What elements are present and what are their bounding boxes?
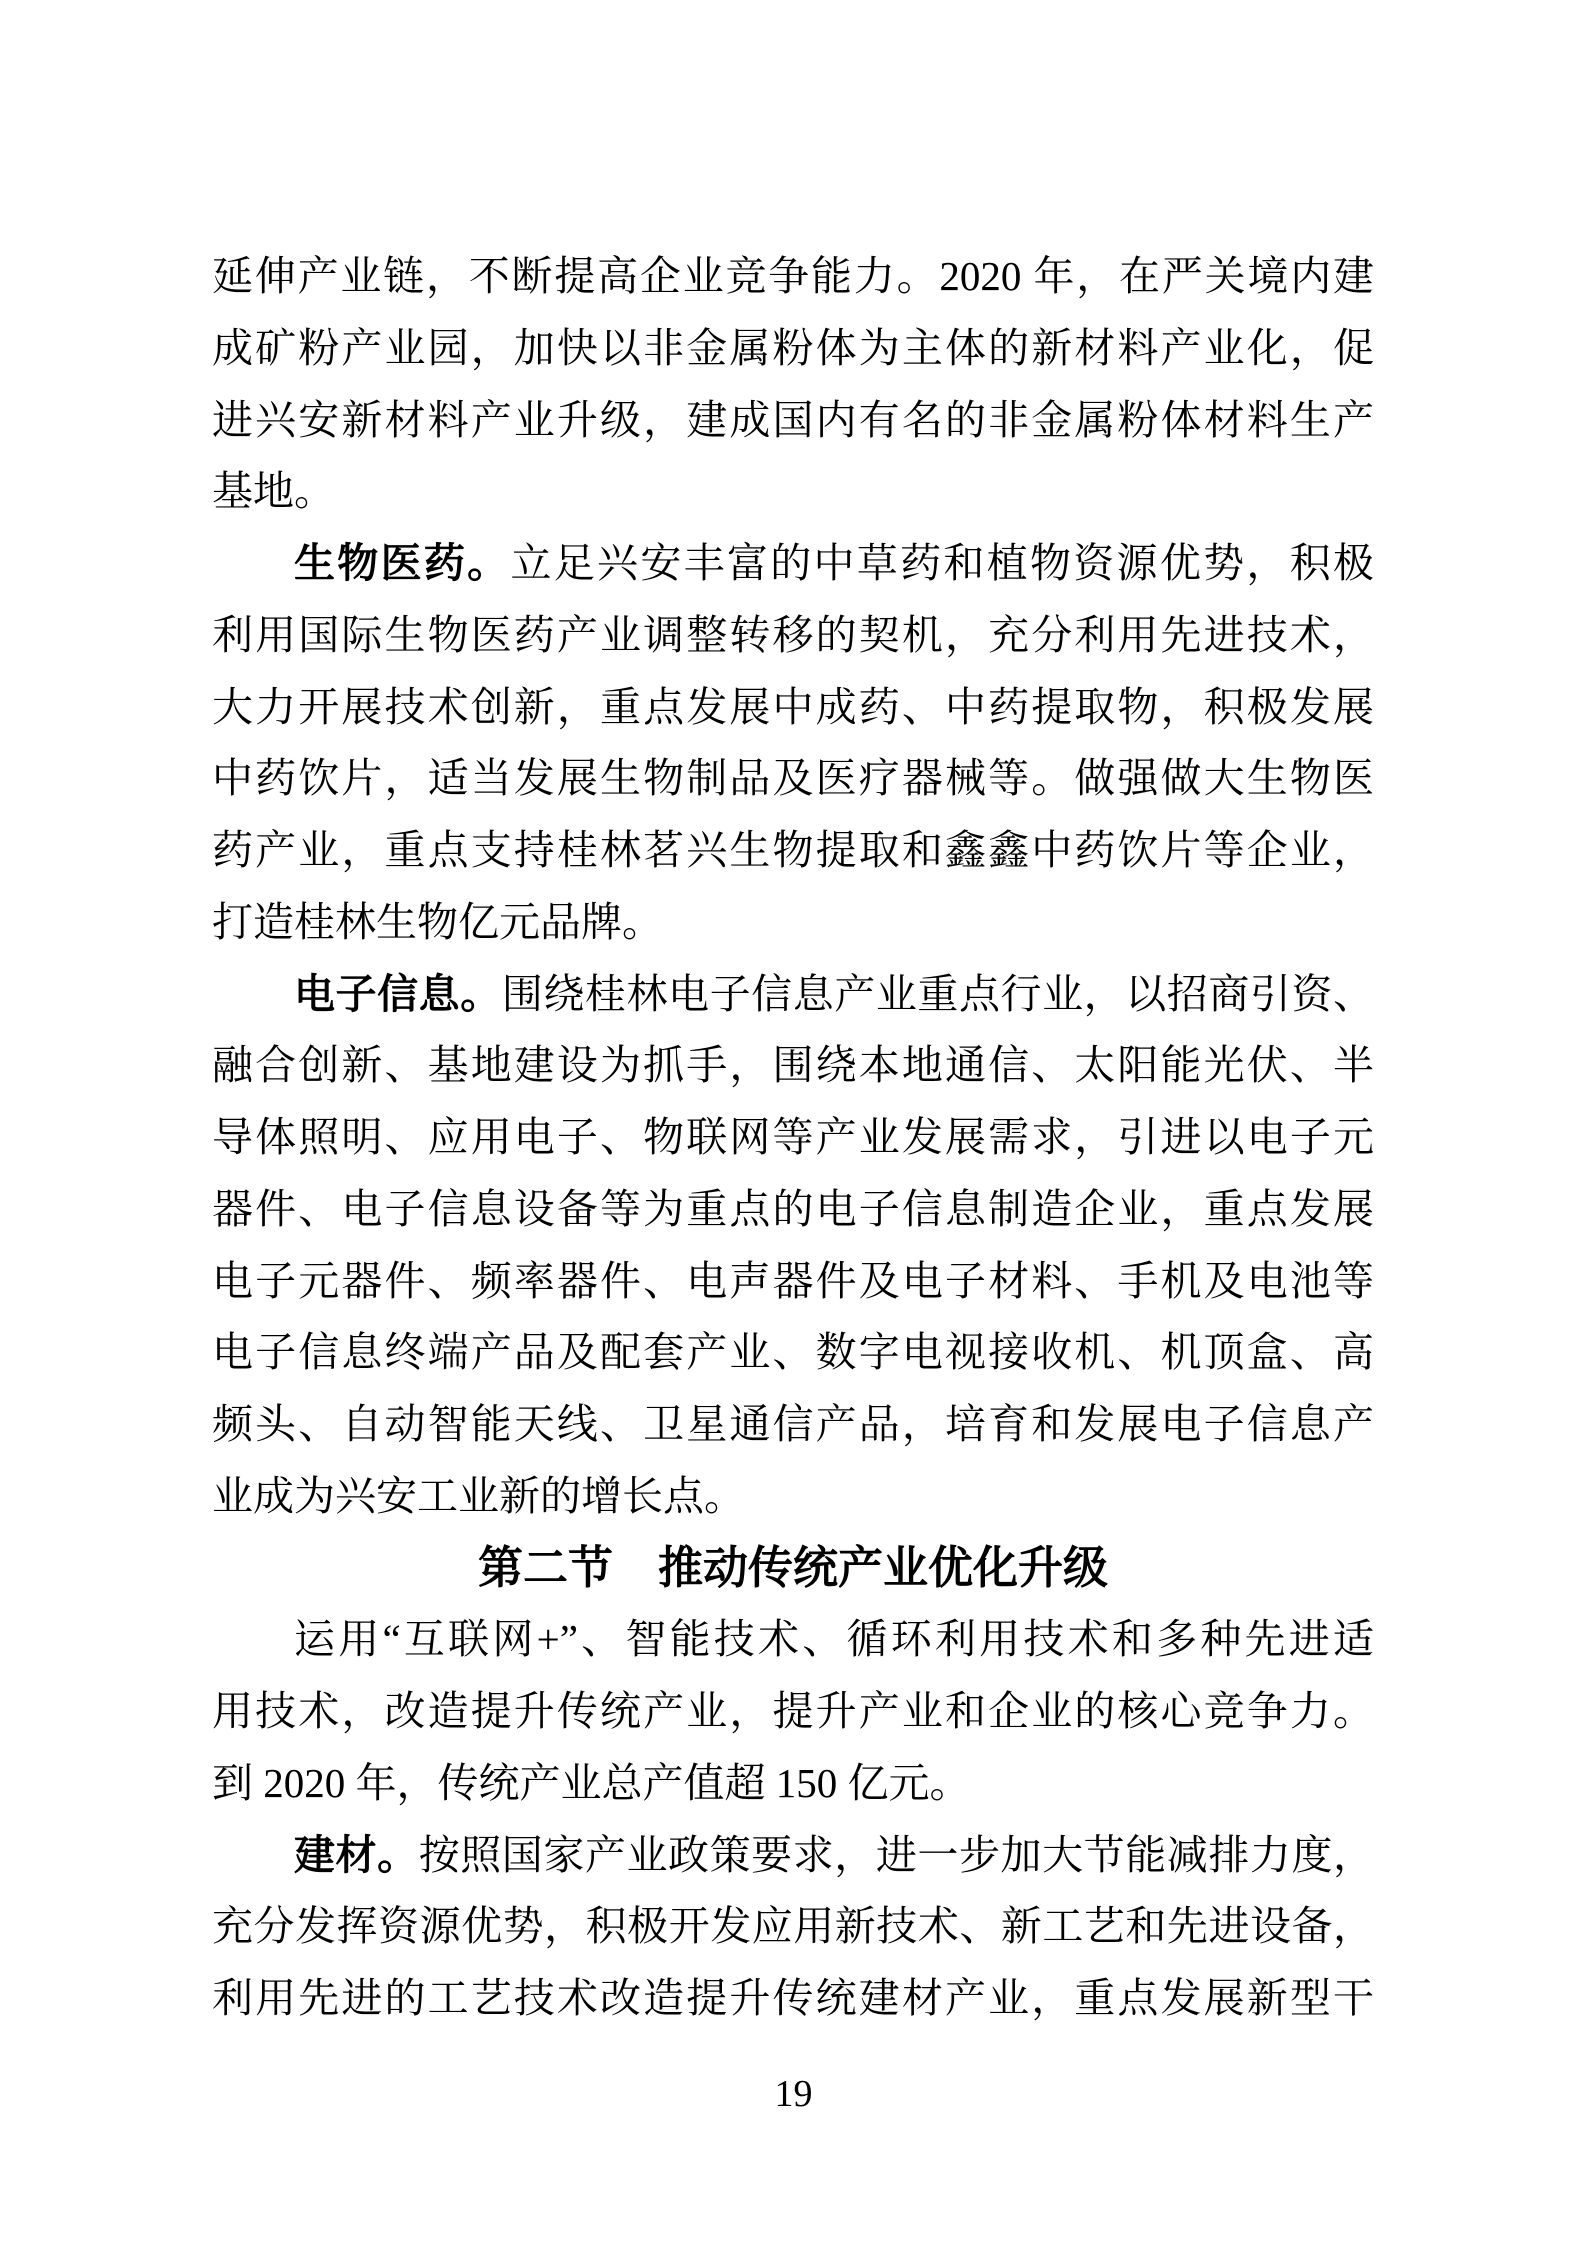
p3-line-2: 融合创新、基地建设为抓手，围绕本地通信、太阳能光伏、半 (212, 1042, 1374, 1089)
p3-line-7: 频头、自动智能天线、卫星通信产品，培育和发展电子信息产 (212, 1401, 1374, 1447)
paragraph-lead-electronics: 电子信息。 (294, 970, 502, 1017)
p4-line-3: 到 2020 年，传统产业总产值超 150 亿元。 (212, 1759, 971, 1806)
p4-line-1: 运用“互联网+”、智能技术、循环利用技术和多种先进适 (294, 1616, 1374, 1663)
p2-line-3: 大力开展技术创新，重点发展中成药、中药提取物，积极发展 (212, 683, 1374, 730)
p5-line-3: 利用先进的工艺技术改造提升传统建材产业，重点发展新型干 (212, 1975, 1374, 2021)
p2-line-4: 中药饮片，适当发展生物制品及医疗器械等。做强做大生物医 (212, 755, 1374, 802)
p1-line-2: 成矿粉产业园，加快以非金属粉体为主体的新材料产业化，促 (212, 324, 1374, 371)
paragraph-lead-building-materials: 建材。 (294, 1831, 419, 1878)
document-body (212, 241, 1374, 2035)
p3-line-1 (212, 959, 1374, 1031)
p2-line-2: 利用国际生物医药产业调整转移的契机，充分利用先进技术， (212, 611, 1374, 658)
p5-line-1-text: 按照国家产业政策要求，进一步加大节能减排力度， (418, 1831, 1374, 1878)
p5-line-2: 充分发挥资源优势，积极开发应用新技术、新工艺和先进设备， (212, 1903, 1374, 1950)
p3-line-6: 电子信息终端产品及配套产业、数字电视接收机、机顶盒、高 (212, 1329, 1374, 1376)
paragraph-lead-biomedicine: 生物医药。 (294, 540, 511, 586)
p2-line-1-text: 立足兴安丰富的中草药和植物资源优势，积极 (510, 540, 1374, 586)
p1-line-3: 进兴安新材料产业升级，建成国内有名的非金属粉体材料生产 (212, 396, 1374, 443)
p2-line-1 (212, 528, 1374, 600)
p1-line-4: 基地。 (212, 468, 335, 515)
page-number: 19 (774, 2073, 813, 2115)
p1-line-1: 延伸产业链，不断提高企业竞争能力。2020 年，在严关境内建 (212, 253, 1374, 299)
p2-line-5: 药产业，重点支持桂林茗兴生物提取和鑫鑫中药饮片等企业， (212, 827, 1374, 873)
section-heading: 第二节 推动传统产业优化升级 (477, 1542, 1108, 1593)
p4-line-2: 用技术，改造提升传统产业，提升产业和企业的核心竞争力。 (212, 1688, 1374, 1734)
p3-line-3: 导体照明、应用电子、物联网等产业发展需求，引进以电子元 (212, 1114, 1374, 1160)
p2-line-6: 打造桂林生物亿元品牌。 (212, 898, 663, 945)
p5-line-1 (212, 1820, 1374, 1892)
p3-line-1-text: 围绕桂林电子信息产业重点行业，以招商引资、 (501, 970, 1374, 1017)
p3-line-5: 电子元器件、频率器件、电声器件及电子材料、手机及电池等 (212, 1257, 1374, 1304)
p3-line-8: 业成为兴安工业新的增长点。 (212, 1472, 745, 1519)
p3-line-4: 器件、电子信息设备等为重点的电子信息制造企业，重点发展 (212, 1185, 1374, 1232)
